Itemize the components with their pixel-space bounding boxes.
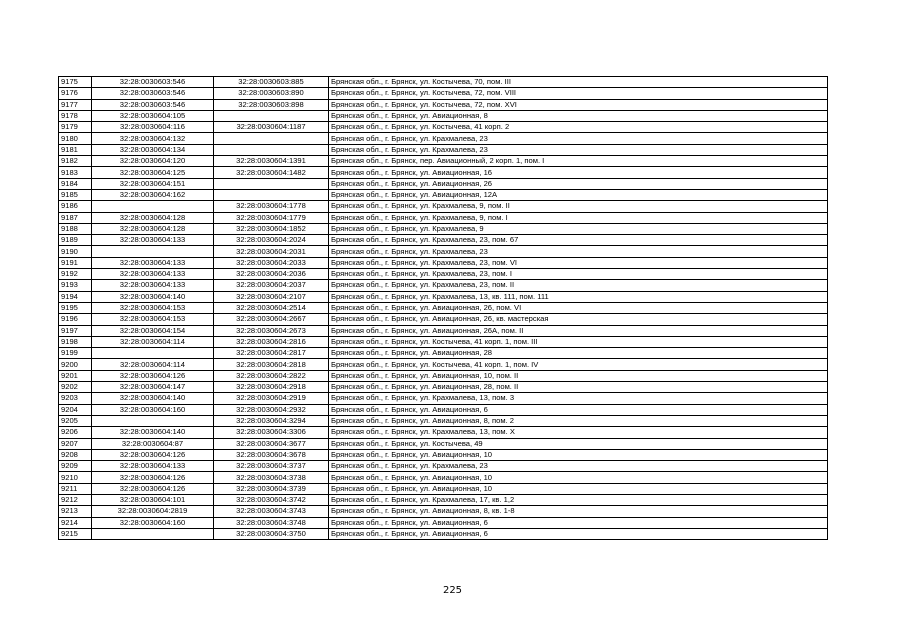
- row-number: 9215: [59, 528, 92, 539]
- row-number: 9179: [59, 122, 92, 133]
- table-row: [59, 528, 828, 539]
- object-cadastral-number: [214, 133, 329, 144]
- parent-cadastral-number: 32:28:0030604:153: [92, 302, 214, 313]
- address: Брянская обл., г. Брянск, ул. Авиационная, 8: [329, 110, 828, 121]
- table-row: [59, 517, 828, 528]
- table-row: [59, 382, 828, 393]
- object-cadastral-number: 32:28:0030604:2036: [214, 269, 329, 280]
- table-row: [59, 302, 828, 313]
- parent-cadastral-number: 32:28:0030603:546: [92, 77, 214, 88]
- row-number: 9175: [59, 77, 92, 88]
- parent-cadastral-number: 32:28:0030604:147: [92, 382, 214, 393]
- row-number: 9206: [59, 427, 92, 438]
- row-number: 9176: [59, 88, 92, 99]
- table-row: [59, 156, 828, 167]
- object-cadastral-number: 32:28:0030604:2822: [214, 370, 329, 381]
- object-cadastral-number: 32:28:0030604:3737: [214, 461, 329, 472]
- parent-cadastral-number: 32:28:0030604:126: [92, 370, 214, 381]
- address: Брянская обл., г. Брянск, ул. Авиационная, 6: [329, 528, 828, 539]
- table-row: [59, 314, 828, 325]
- table-row: [59, 348, 828, 359]
- object-cadastral-number: [214, 144, 329, 155]
- object-cadastral-number: 32:28:0030604:2817: [214, 348, 329, 359]
- row-number: 9213: [59, 506, 92, 517]
- row-number: 9180: [59, 133, 92, 144]
- address: Брянская обл., г. Брянск, ул. Авиационная, 16: [329, 167, 828, 178]
- parent-cadastral-number: 32:28:0030604:114: [92, 336, 214, 347]
- parent-cadastral-number: 32:28:0030604:133: [92, 257, 214, 268]
- object-cadastral-number: 32:28:0030604:3742: [214, 494, 329, 505]
- parent-cadastral-number: 32:28:0030604:126: [92, 483, 214, 494]
- table-row: [59, 133, 828, 144]
- object-cadastral-number: 32:28:0030604:3294: [214, 415, 329, 426]
- parent-cadastral-number: 32:28:0030604:116: [92, 122, 214, 133]
- object-cadastral-number: 32:28:0030604:2033: [214, 257, 329, 268]
- address: Брянская обл., г. Брянск, ул. Авиационная, 8, пом. 2: [329, 415, 828, 426]
- address: Брянская обл., г. Брянск, ул. Костычева, 70, пом. III: [329, 77, 828, 88]
- address: Брянская обл., г. Брянск, ул. Крахмалева, 23: [329, 246, 828, 257]
- table-row: [59, 280, 828, 291]
- row-number: 9184: [59, 178, 92, 189]
- table-body: [59, 77, 828, 540]
- address: Брянская обл., г. Брянск, ул. Авиационная, 26А, пом. II: [329, 325, 828, 336]
- object-cadastral-number: 32:28:0030604:2031: [214, 246, 329, 257]
- parent-cadastral-number: 32:28:0030603:546: [92, 99, 214, 110]
- address: Брянская обл., г. Брянск, пер. Авиационный, 2 корп. 1, пом. I: [329, 156, 828, 167]
- row-number: 9177: [59, 99, 92, 110]
- address: Брянская обл., г. Брянск, ул. Крахмалева, 9, пом. II: [329, 201, 828, 212]
- address: Брянская обл., г. Брянск, ул. Костычева, 72, пом. XVI: [329, 99, 828, 110]
- table-row: [59, 449, 828, 460]
- row-number: 9178: [59, 110, 92, 121]
- row-number: 9191: [59, 257, 92, 268]
- row-number: 9181: [59, 144, 92, 155]
- address: Брянская обл., г. Брянск, ул. Авиационная, 26, кв. мастерская: [329, 314, 828, 325]
- row-number: 9205: [59, 415, 92, 426]
- object-cadastral-number: 32:28:0030604:2024: [214, 235, 329, 246]
- row-number: 9203: [59, 393, 92, 404]
- address: Брянская обл., г. Брянск, ул. Крахмалева, 23, пом. I: [329, 269, 828, 280]
- table-row: [59, 325, 828, 336]
- address: Брянская обл., г. Брянск, ул. Крахмалева, 13, пом. X: [329, 427, 828, 438]
- table-row: [59, 415, 828, 426]
- table-row: [59, 235, 828, 246]
- address: Брянская обл., г. Брянск, ул. Авиационная, 6: [329, 404, 828, 415]
- row-number: 9208: [59, 449, 92, 460]
- address: Брянская обл., г. Брянск, ул. Костычева, 41 корп. 1, пом. IV: [329, 359, 828, 370]
- parent-cadastral-number: 32:28:0030604:140: [92, 427, 214, 438]
- object-cadastral-number: 32:28:0030604:3306: [214, 427, 329, 438]
- address: Брянская обл., г. Брянск, ул. Крахмалева, 23: [329, 461, 828, 472]
- parent-cadastral-number: 32:28:0030604:151: [92, 178, 214, 189]
- row-number: 9197: [59, 325, 92, 336]
- table-row: [59, 212, 828, 223]
- parent-cadastral-number: 32:28:0030604:140: [92, 291, 214, 302]
- table-row: [59, 359, 828, 370]
- object-cadastral-number: 32:28:0030604:2919: [214, 393, 329, 404]
- address: Брянская обл., г. Брянск, ул. Крахмалева, 17, кв. 1,2: [329, 494, 828, 505]
- object-cadastral-number: 32:28:0030604:2673: [214, 325, 329, 336]
- table-row: [59, 427, 828, 438]
- parent-cadastral-number: 32:28:0030604:132: [92, 133, 214, 144]
- row-number: 9207: [59, 438, 92, 449]
- object-cadastral-number: 32:28:0030604:2932: [214, 404, 329, 415]
- row-number: 9182: [59, 156, 92, 167]
- address: Брянская обл., г. Брянск, ул. Авиационная, 10: [329, 483, 828, 494]
- table-row: [59, 201, 828, 212]
- address: Брянская обл., г. Брянск, ул. Крахмалева, 23: [329, 144, 828, 155]
- cadastral-table: [58, 76, 828, 540]
- table-row: [59, 246, 828, 257]
- object-cadastral-number: 32:28:0030604:2107: [214, 291, 329, 302]
- address: Брянская обл., г. Брянск, ул. Авиационная, 6: [329, 517, 828, 528]
- address: Брянская обл., г. Брянск, ул. Авиационная, 26, пом. VI: [329, 302, 828, 313]
- table-row: [59, 393, 828, 404]
- table-row: [59, 77, 828, 88]
- address: Брянская обл., г. Брянск, ул. Крахмалева, 23, пом. II: [329, 280, 828, 291]
- parent-cadastral-number: 32:28:0030604:162: [92, 189, 214, 200]
- object-cadastral-number: 32:28:0030603:898: [214, 99, 329, 110]
- parent-cadastral-number: 32:28:0030604:126: [92, 472, 214, 483]
- object-cadastral-number: 32:28:0030604:2816: [214, 336, 329, 347]
- table-row: [59, 122, 828, 133]
- address: Брянская обл., г. Брянск, ул. Авиационная, 10: [329, 449, 828, 460]
- table-row: [59, 167, 828, 178]
- table-row: [59, 370, 828, 381]
- object-cadastral-number: 32:28:0030604:3750: [214, 528, 329, 539]
- row-number: 9209: [59, 461, 92, 472]
- object-cadastral-number: 32:28:0030603:890: [214, 88, 329, 99]
- address: Брянская обл., г. Брянск, ул. Крахмалева, 13, кв. 111, пом. 111: [329, 291, 828, 302]
- address: Брянская обл., г. Брянск, ул. Крахмалева, 23, пом. VI: [329, 257, 828, 268]
- table-row: [59, 269, 828, 280]
- row-number: 9201: [59, 370, 92, 381]
- object-cadastral-number: 32:28:0030604:1391: [214, 156, 329, 167]
- address: Брянская обл., г. Брянск, ул. Костычева, 41 корп. 1, пом. III: [329, 336, 828, 347]
- parent-cadastral-number: 32:28:0030604:133: [92, 280, 214, 291]
- parent-cadastral-number: [92, 201, 214, 212]
- row-number: 9210: [59, 472, 92, 483]
- parent-cadastral-number: [92, 415, 214, 426]
- parent-cadastral-number: 32:28:0030604:105: [92, 110, 214, 121]
- parent-cadastral-number: 32:28:0030604:160: [92, 404, 214, 415]
- parent-cadastral-number: 32:28:0030604:133: [92, 235, 214, 246]
- parent-cadastral-number: 32:28:0030604:125: [92, 167, 214, 178]
- address: Брянская обл., г. Брянск, ул. Крахмалева, 9, пом. I: [329, 212, 828, 223]
- address: Брянская обл., г. Брянск, ул. Авиационная, 28: [329, 348, 828, 359]
- row-number: 9188: [59, 223, 92, 234]
- row-number: 9196: [59, 314, 92, 325]
- address: Брянская обл., г. Брянск, ул. Авиационная, 10: [329, 472, 828, 483]
- table-row: [59, 144, 828, 155]
- object-cadastral-number: 32:28:0030604:2037: [214, 280, 329, 291]
- parent-cadastral-number: 32:28:0030604:133: [92, 269, 214, 280]
- row-number: 9190: [59, 246, 92, 257]
- row-number: 9202: [59, 382, 92, 393]
- parent-cadastral-number: 32:28:0030604:101: [92, 494, 214, 505]
- address: Брянская обл., г. Брянск, ул. Костычева, 41 корп. 2: [329, 122, 828, 133]
- row-number: 9204: [59, 404, 92, 415]
- row-number: 9211: [59, 483, 92, 494]
- address: Брянская обл., г. Брянск, ул. Авиационная, 10, пом. II: [329, 370, 828, 381]
- parent-cadastral-number: 32:28:0030604:126: [92, 449, 214, 460]
- table-row: [59, 178, 828, 189]
- row-number: 9194: [59, 291, 92, 302]
- object-cadastral-number: 32:28:0030604:2667: [214, 314, 329, 325]
- table-row: [59, 257, 828, 268]
- table-row: [59, 461, 828, 472]
- row-number: 9189: [59, 235, 92, 246]
- address: Брянская обл., г. Брянск, ул. Авиационная, 26: [329, 178, 828, 189]
- parent-cadastral-number: 32:28:0030604:87: [92, 438, 214, 449]
- table-row: [59, 88, 828, 99]
- address: Брянская обл., г. Брянск, ул. Костычева, 49: [329, 438, 828, 449]
- row-number: 9193: [59, 280, 92, 291]
- object-cadastral-number: 32:28:0030604:3743: [214, 506, 329, 517]
- table-row: [59, 438, 828, 449]
- row-number: 9214: [59, 517, 92, 528]
- address: Брянская обл., г. Брянск, ул. Крахмалева, 23: [329, 133, 828, 144]
- object-cadastral-number: 32:28:0030604:2514: [214, 302, 329, 313]
- address: Брянская обл., г. Брянск, ул. Авиационная, 28, пом. II: [329, 382, 828, 393]
- row-number: 9183: [59, 167, 92, 178]
- address: Брянская обл., г. Брянск, ул. Авиационная, 8, кв. 1-8: [329, 506, 828, 517]
- table-row: [59, 99, 828, 110]
- row-number: 9198: [59, 336, 92, 347]
- object-cadastral-number: [214, 189, 329, 200]
- parent-cadastral-number: [92, 246, 214, 257]
- parent-cadastral-number: [92, 348, 214, 359]
- parent-cadastral-number: [92, 528, 214, 539]
- table-row: [59, 223, 828, 234]
- table-row: [59, 336, 828, 347]
- address: Брянская обл., г. Брянск, ул. Костычева, 72, пом. VIII: [329, 88, 828, 99]
- object-cadastral-number: 32:28:0030604:2918: [214, 382, 329, 393]
- table-row: [59, 404, 828, 415]
- row-number: 9192: [59, 269, 92, 280]
- object-cadastral-number: 32:28:0030604:3738: [214, 472, 329, 483]
- parent-cadastral-number: 32:28:0030604:134: [92, 144, 214, 155]
- row-number: 9187: [59, 212, 92, 223]
- row-number: 9186: [59, 201, 92, 212]
- object-cadastral-number: 32:28:0030604:3677: [214, 438, 329, 449]
- object-cadastral-number: 32:28:0030604:3739: [214, 483, 329, 494]
- object-cadastral-number: 32:28:0030604:3678: [214, 449, 329, 460]
- address: Брянская обл., г. Брянск, ул. Крахмалева, 23, пом. 67: [329, 235, 828, 246]
- page-number: 225: [442, 585, 463, 596]
- object-cadastral-number: 32:28:0030603:885: [214, 77, 329, 88]
- object-cadastral-number: 32:28:0030604:1852: [214, 223, 329, 234]
- address: Брянская обл., г. Брянск, ул. Крахмалева, 13, пом. 3: [329, 393, 828, 404]
- parent-cadastral-number: 32:28:0030604:114: [92, 359, 214, 370]
- table-row: [59, 494, 828, 505]
- parent-cadastral-number: 32:28:0030604:2819: [92, 506, 214, 517]
- object-cadastral-number: 32:28:0030604:1778: [214, 201, 329, 212]
- row-number: 9185: [59, 189, 92, 200]
- object-cadastral-number: 32:28:0030604:3748: [214, 517, 329, 528]
- parent-cadastral-number: 32:28:0030604:120: [92, 156, 214, 167]
- object-cadastral-number: 32:28:0030604:1482: [214, 167, 329, 178]
- table-row: [59, 291, 828, 302]
- row-number: 9200: [59, 359, 92, 370]
- table-row: [59, 472, 828, 483]
- parent-cadastral-number: 32:28:0030604:140: [92, 393, 214, 404]
- table-row: [59, 110, 828, 121]
- table-row: [59, 506, 828, 517]
- row-number: 9195: [59, 302, 92, 313]
- object-cadastral-number: [214, 110, 329, 121]
- parent-cadastral-number: 32:28:0030603:546: [92, 88, 214, 99]
- object-cadastral-number: 32:28:0030604:1187: [214, 122, 329, 133]
- parent-cadastral-number: 32:28:0030604:153: [92, 314, 214, 325]
- parent-cadastral-number: 32:28:0030604:160: [92, 517, 214, 528]
- object-cadastral-number: 32:28:0030604:1779: [214, 212, 329, 223]
- parent-cadastral-number: 32:28:0030604:128: [92, 223, 214, 234]
- parent-cadastral-number: 32:28:0030604:128: [92, 212, 214, 223]
- row-number: 9199: [59, 348, 92, 359]
- object-cadastral-number: [214, 178, 329, 189]
- address: Брянская обл., г. Брянск, ул. Авиационная, 12А: [329, 189, 828, 200]
- row-number: 9212: [59, 494, 92, 505]
- object-cadastral-number: 32:28:0030604:2818: [214, 359, 329, 370]
- table-row: [59, 483, 828, 494]
- address: Брянская обл., г. Брянск, ул. Крахмалева, 9: [329, 223, 828, 234]
- table-row: [59, 189, 828, 200]
- parent-cadastral-number: 32:28:0030604:133: [92, 461, 214, 472]
- parent-cadastral-number: 32:28:0030604:154: [92, 325, 214, 336]
